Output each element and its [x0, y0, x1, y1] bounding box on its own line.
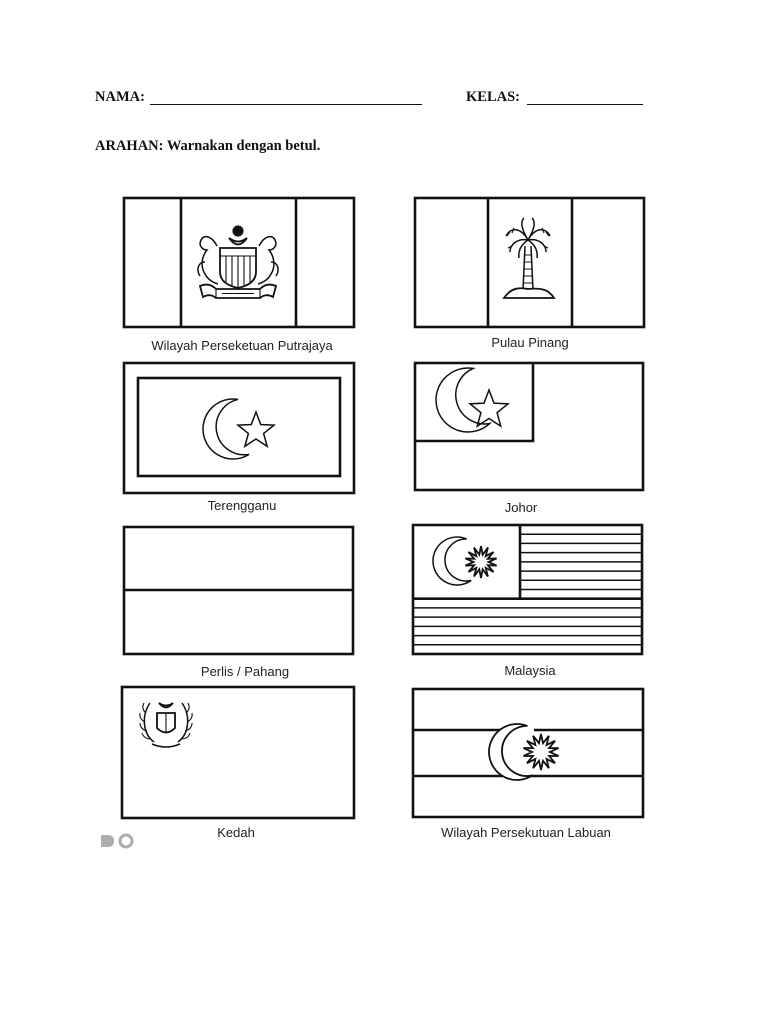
flag-johor	[415, 363, 643, 515]
instruction-text: ARAHAN: Warnakan dengan betul.	[95, 138, 321, 154]
crescent-icon	[436, 368, 490, 432]
star-icon	[238, 412, 274, 446]
star-icon	[470, 390, 508, 426]
crest-crescent-icon	[229, 238, 247, 245]
left-tiger-shape	[200, 237, 218, 284]
flag-caption: Kedah	[217, 825, 255, 840]
flag-border	[124, 363, 354, 493]
flag-terengganu	[124, 363, 354, 513]
coat-of-arms-icon	[198, 226, 278, 299]
flag-caption: Wilayah Persekutuan Labuan	[441, 825, 611, 840]
wreath-right-leaves	[181, 703, 192, 739]
flag-caption: Perlis / Pahang	[200, 664, 290, 679]
wreath-left-leaves	[140, 703, 151, 739]
wreath-left	[144, 703, 154, 742]
kedah-emblem-icon	[140, 703, 192, 747]
flag-putrajaya	[124, 198, 354, 353]
watermark-shape	[101, 835, 114, 847]
crescent-icon	[433, 537, 471, 585]
wreath-right	[178, 703, 188, 742]
flag-caption: Malaysia	[504, 663, 556, 678]
palm-tree-icon	[504, 218, 554, 298]
flag-caption: Johor	[504, 500, 538, 515]
emblem-ribbon	[152, 744, 180, 747]
palm-fronds	[506, 218, 550, 258]
inner-field-border	[138, 378, 340, 476]
flag-caption: Terengganu	[207, 498, 277, 513]
flag-caption: Wilayah Perseketuan Putrajaya	[151, 338, 333, 353]
class-label: KELAS:	[466, 89, 520, 105]
right-tiger-shape	[258, 237, 276, 284]
federal-star-icon	[523, 734, 558, 770]
emblem-crescent-icon	[159, 703, 173, 708]
name-label: NAMA:	[95, 89, 145, 105]
federal-star-icon	[465, 546, 496, 578]
watermark-logo	[101, 835, 132, 847]
watermark-ring	[120, 835, 132, 847]
flag-border	[122, 687, 354, 818]
flag-malaysia	[413, 525, 642, 678]
island-mound	[504, 288, 554, 298]
frond-details	[507, 228, 549, 248]
flag-caption: Pulau Pinang	[491, 335, 569, 350]
flag-perlis-pahang	[124, 527, 353, 679]
flag-labuan	[413, 689, 643, 840]
crest-star-icon	[233, 226, 244, 237]
flag-kedah	[122, 687, 354, 840]
crescent-icon	[489, 724, 532, 780]
flag-pulau-pinang	[415, 198, 644, 350]
canton-border	[415, 363, 533, 441]
